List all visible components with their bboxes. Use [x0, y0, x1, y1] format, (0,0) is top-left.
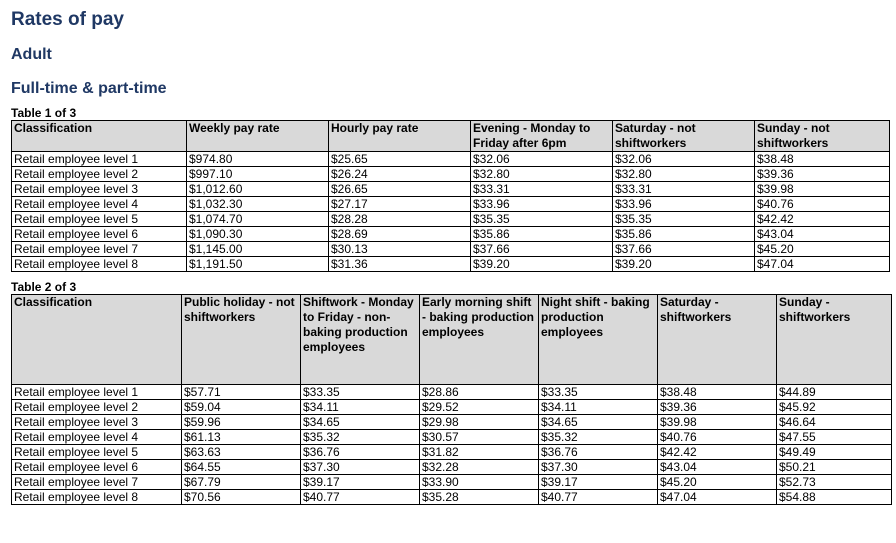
- rate-cell: $45.92: [777, 400, 892, 415]
- classification-cell: Retail employee level 1: [12, 152, 187, 167]
- rate-cell: $26.65: [329, 182, 471, 197]
- table-1-caption: Table 1 of 3: [11, 106, 77, 120]
- rates-table-1: [11, 120, 890, 272]
- rate-cell: $31.36: [329, 257, 471, 272]
- column-header: Shiftwork - Monday to Friday - non-baking production employees: [301, 295, 420, 385]
- rate-cell: $70.56: [182, 490, 301, 505]
- rate-cell: $35.32: [301, 430, 420, 445]
- rate-cell: $33.35: [539, 385, 658, 400]
- table-row: [12, 167, 890, 182]
- rate-cell: $37.30: [539, 460, 658, 475]
- rate-cell: $42.42: [658, 445, 777, 460]
- rate-cell: $28.28: [329, 212, 471, 227]
- classification-cell: Retail employee level 1: [12, 385, 182, 400]
- rate-cell: $28.69: [329, 227, 471, 242]
- rate-cell: $30.13: [329, 242, 471, 257]
- classification-cell: Retail employee level 6: [12, 227, 187, 242]
- rate-cell: $33.96: [471, 197, 613, 212]
- table-row: [12, 197, 890, 212]
- table-row: [12, 400, 892, 415]
- rate-cell: $29.98: [420, 415, 539, 430]
- rate-cell: $25.65: [329, 152, 471, 167]
- table-row: [12, 182, 890, 197]
- rate-cell: $43.04: [755, 227, 890, 242]
- rate-cell: $33.90: [420, 475, 539, 490]
- rate-cell: $37.30: [301, 460, 420, 475]
- classification-cell: Retail employee level 4: [12, 430, 182, 445]
- rate-cell: $32.28: [420, 460, 539, 475]
- classification-cell: Retail employee level 4: [12, 197, 187, 212]
- classification-cell: Retail employee level 3: [12, 182, 187, 197]
- rate-cell: $26.24: [329, 167, 471, 182]
- rate-cell: $36.76: [539, 445, 658, 460]
- rate-cell: $45.20: [658, 475, 777, 490]
- table-row: [12, 490, 892, 505]
- rate-cell: $997.10: [187, 167, 329, 182]
- table-row: [12, 475, 892, 490]
- rate-cell: $57.71: [182, 385, 301, 400]
- rate-cell: $42.42: [755, 212, 890, 227]
- rate-cell: $1,074.70: [187, 212, 329, 227]
- rate-cell: $54.88: [777, 490, 892, 505]
- rate-cell: $28.86: [420, 385, 539, 400]
- rate-cell: $1,191.50: [187, 257, 329, 272]
- rate-cell: $30.57: [420, 430, 539, 445]
- rate-cell: $43.04: [658, 460, 777, 475]
- rate-cell: $46.64: [777, 415, 892, 430]
- rate-cell: $32.06: [471, 152, 613, 167]
- rate-cell: $35.35: [613, 212, 755, 227]
- rate-cell: $39.36: [658, 400, 777, 415]
- rate-cell: $33.31: [471, 182, 613, 197]
- table-row: [12, 152, 890, 167]
- classification-cell: Retail employee level 8: [12, 257, 187, 272]
- classification-cell: Retail employee level 2: [12, 400, 182, 415]
- rate-cell: $37.66: [471, 242, 613, 257]
- rate-cell: $39.17: [301, 475, 420, 490]
- classification-cell: Retail employee level 5: [12, 212, 187, 227]
- rate-cell: $34.11: [539, 400, 658, 415]
- rate-cell: $59.96: [182, 415, 301, 430]
- rate-cell: $1,012.60: [187, 182, 329, 197]
- rate-cell: $39.98: [755, 182, 890, 197]
- column-header: Classification: [12, 121, 187, 152]
- classification-cell: Retail employee level 6: [12, 460, 182, 475]
- table-row: [12, 460, 892, 475]
- rate-cell: $64.55: [182, 460, 301, 475]
- rate-cell: $35.86: [471, 227, 613, 242]
- rate-cell: $31.82: [420, 445, 539, 460]
- column-header: Sunday - shiftworkers: [777, 295, 892, 385]
- rate-cell: $32.80: [613, 167, 755, 182]
- rate-cell: $39.17: [539, 475, 658, 490]
- rate-cell: $29.52: [420, 400, 539, 415]
- rate-cell: $32.06: [613, 152, 755, 167]
- column-header: Classification: [12, 295, 182, 385]
- rate-cell: $1,090.30: [187, 227, 329, 242]
- rate-cell: $36.76: [301, 445, 420, 460]
- rate-cell: $27.17: [329, 197, 471, 212]
- table-row: [12, 212, 890, 227]
- classification-cell: Retail employee level 8: [12, 490, 182, 505]
- rate-cell: $35.32: [539, 430, 658, 445]
- table-row: [12, 242, 890, 257]
- rate-cell: $39.20: [613, 257, 755, 272]
- rate-cell: $45.20: [755, 242, 890, 257]
- rate-cell: $47.55: [777, 430, 892, 445]
- rate-cell: $40.77: [301, 490, 420, 505]
- table-row: [12, 227, 890, 242]
- rate-cell: $33.96: [613, 197, 755, 212]
- column-header: Public holiday - not shiftworkers: [182, 295, 301, 385]
- table-row: [12, 257, 890, 272]
- column-header: Early morning shift - baking production employees: [420, 295, 539, 385]
- rate-cell: $40.76: [755, 197, 890, 212]
- rate-cell: $34.65: [539, 415, 658, 430]
- rate-cell: $34.11: [301, 400, 420, 415]
- table-2-caption: Table 2 of 3: [11, 280, 77, 294]
- table-header-row: [12, 295, 892, 385]
- rate-cell: $34.65: [301, 415, 420, 430]
- column-header: Night shift - baking production employees: [539, 295, 658, 385]
- rate-cell: $39.20: [471, 257, 613, 272]
- rate-cell: $1,032.30: [187, 197, 329, 212]
- table-header-row: [12, 121, 890, 152]
- rate-cell: $39.36: [755, 167, 890, 182]
- rate-cell: $33.31: [613, 182, 755, 197]
- rate-cell: $49.49: [777, 445, 892, 460]
- rate-cell: $38.48: [755, 152, 890, 167]
- column-header: Saturday - not shiftworkers: [613, 121, 755, 152]
- rate-cell: $32.80: [471, 167, 613, 182]
- rate-cell: $67.79: [182, 475, 301, 490]
- rate-cell: $59.04: [182, 400, 301, 415]
- rate-cell: $33.35: [301, 385, 420, 400]
- rate-cell: $35.28: [420, 490, 539, 505]
- rate-cell: $52.73: [777, 475, 892, 490]
- rate-cell: $39.98: [658, 415, 777, 430]
- column-header: Hourly pay rate: [329, 121, 471, 152]
- column-header: Evening - Monday to Friday after 6pm: [471, 121, 613, 152]
- table-row: [12, 385, 892, 400]
- rate-cell: $50.21: [777, 460, 892, 475]
- classification-cell: Retail employee level 5: [12, 445, 182, 460]
- rate-cell: $1,145.00: [187, 242, 329, 257]
- rate-cell: $61.13: [182, 430, 301, 445]
- column-header: Sunday - not shiftworkers: [755, 121, 890, 152]
- section-heading-adult: Adult: [11, 46, 52, 63]
- rate-cell: $37.66: [613, 242, 755, 257]
- rate-cell: $40.77: [539, 490, 658, 505]
- classification-cell: Retail employee level 7: [12, 475, 182, 490]
- rate-cell: $63.63: [182, 445, 301, 460]
- page-title: Rates of pay: [11, 9, 124, 30]
- rates-table-2: [11, 294, 892, 505]
- rate-cell: $38.48: [658, 385, 777, 400]
- classification-cell: Retail employee level 7: [12, 242, 187, 257]
- rate-cell: $44.89: [777, 385, 892, 400]
- classification-cell: Retail employee level 3: [12, 415, 182, 430]
- column-header: Saturday - shiftworkers: [658, 295, 777, 385]
- rate-cell: $47.04: [658, 490, 777, 505]
- table-row: [12, 445, 892, 460]
- rate-cell: $35.35: [471, 212, 613, 227]
- classification-cell: Retail employee level 2: [12, 167, 187, 182]
- column-header: Weekly pay rate: [187, 121, 329, 152]
- table-row: [12, 430, 892, 445]
- table-row: [12, 415, 892, 430]
- section-heading-employment-type: Full-time & part-time: [11, 80, 167, 97]
- rate-cell: $35.86: [613, 227, 755, 242]
- rate-cell: $47.04: [755, 257, 890, 272]
- rate-cell: $974.80: [187, 152, 329, 167]
- rate-cell: $40.76: [658, 430, 777, 445]
